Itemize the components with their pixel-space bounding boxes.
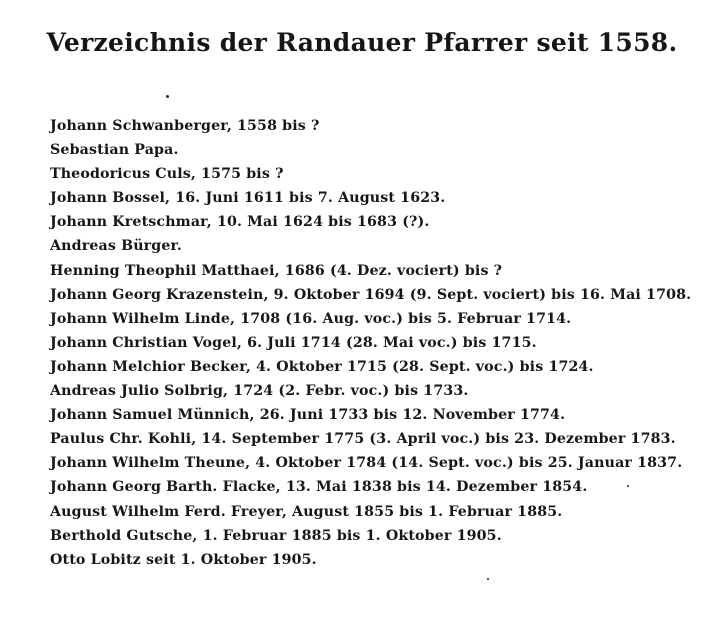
list-item: Sebastian Papa.: [50, 142, 179, 159]
list-item: Andreas Bürger.: [50, 238, 182, 255]
list-item: Johann Kretschmar, 10. Mai 1624 bis 1683 (?).: [50, 214, 430, 231]
print-speck: [166, 95, 169, 98]
list-item: Henning Theophil Matthaei, 1686 (4. Dez. vociert) bis ?: [50, 262, 503, 279]
list-item: Johann Christian Vogel, 6. Juli 1714 (28. Mai voc.) bis 1715.: [50, 334, 537, 351]
list-item: Johann Melchior Becker, 4. Oktober 1715 (28. Sept. voc.) bis 1724.: [50, 358, 594, 375]
list-item: Otto Lobitz seit 1. Oktober 1905.: [50, 551, 317, 568]
list-item: Johann Bossel, 16. Juni 1611 bis 7. August 1623.: [50, 190, 446, 207]
list-item: Johann Georg Krazenstein, 9. Oktober 1694 (9. Sept. vociert) bis 16. Mai 1708.: [50, 286, 692, 303]
list-item: Johann Georg Barth. Flacke, 13. Mai 1838 bis 14. Dezember 1854.: [50, 479, 588, 496]
list-item: Johann Samuel Münnich, 26. Juni 1733 bis 12. November 1774.: [50, 407, 566, 424]
list-item: Johann Wilhelm Theune, 4. Oktober 1784 (14. Sept. voc.) bis 25. Januar 1837.: [50, 455, 683, 472]
list-item: Andreas Julio Solbrig, 1724 (2. Febr. voc.) bis 1733.: [50, 383, 469, 400]
list-item: Theodoricus Culs, 1575 bis ?: [50, 166, 284, 183]
page-title: Verzeichnis der Randauer Pfarrer seit 1558.: [46, 28, 678, 57]
list-item: Paulus Chr. Kohli, 14. September 1775 (3. April voc.) bis 23. Dezember 1783.: [50, 431, 676, 448]
list-item: Berthold Gutsche, 1. Februar 1885 bis 1. Oktober 1905.: [50, 527, 502, 544]
list-item: August Wilhelm Ferd. Freyer, August 1855 bis 1. Februar 1885.: [50, 503, 563, 520]
print-speck: [487, 578, 489, 580]
pastor-list: [50, 114, 715, 572]
list-item: Johann Schwanberger, 1558 bis ?: [50, 118, 320, 134]
list-item: Johann Wilhelm Linde, 1708 (16. Aug. voc.) bis 5. Februar 1714.: [50, 310, 572, 327]
